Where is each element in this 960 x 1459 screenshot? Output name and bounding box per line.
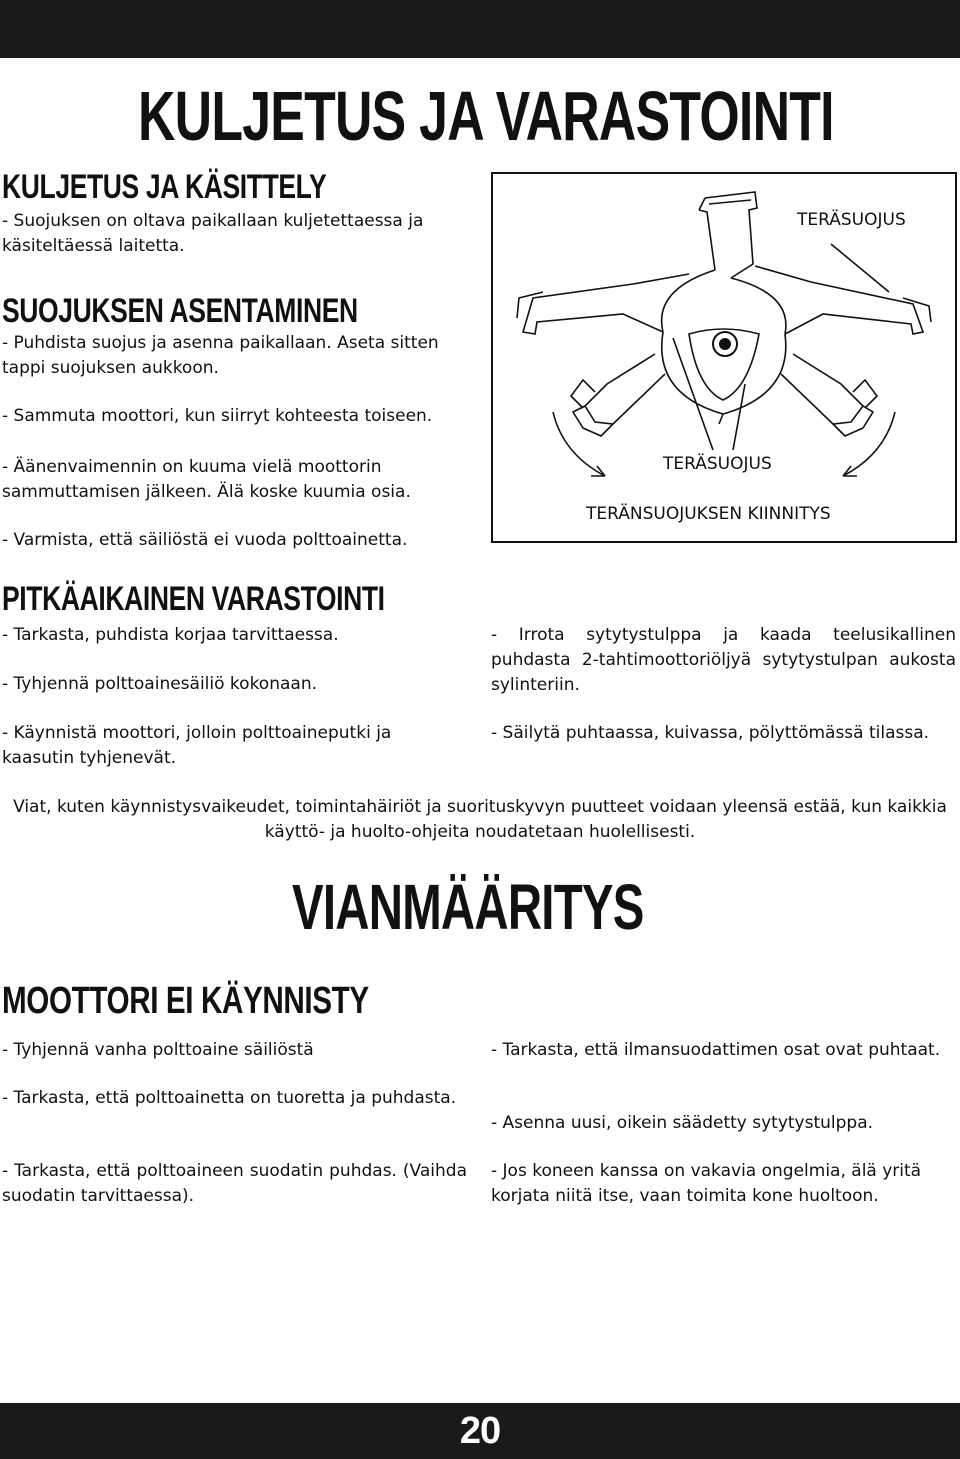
troubleshoot-left-item: - Tyhjennä vanha polttoaine säiliöstä — [2, 1040, 314, 1060]
troubleshoot-left-item: - Tarkasta, että polttoaineen suodatin puhdas. (Vaihda suodatin tarvittaessa). — [2, 1161, 467, 1206]
page-title: KULJETUS JA VARASTOINTI — [138, 77, 834, 155]
blade-guard-diagram — [491, 172, 957, 543]
notice-text: Viat, kuten käynnistysvaikeudet, toimintahäiriöt ja suorituskyvyn puutteet voidaan yleensä estää, kun kaikkia käyttö- ja huolto-ohjeita noudatetaan huolellisesti. — [13, 797, 947, 842]
storage-heading: PITKÄAIKAINEN VARASTOINTI — [2, 580, 385, 618]
storage-right-item: - Irrota sytytystulppa ja kaada teelusikallinen puhdasta 2-tahtimoottoriöljyä sytytystulpan aukosta sylinteriin. — [491, 625, 956, 695]
header-bar — [0, 0, 960, 58]
diagram-label-bottom: TERÄNSUOJUKSEN KIINNITYS — [586, 504, 831, 524]
storage-left-item: - Tarkasta, puhdista korjaa tarvittaessa. — [2, 625, 339, 645]
storage-right-item: - Säilytä puhtaassa, kuivassa, pölyttömässä tilassa. — [491, 723, 930, 743]
guard-heading: SUOJUKSEN ASENTAMINEN — [2, 292, 358, 330]
diagram-label-top: TERÄSUOJUS — [797, 210, 906, 230]
guard-item: - Varmista, että säiliöstä ei vuoda polttoainetta. — [2, 530, 408, 550]
troubleshoot-right-item: - Tarkasta, että ilmansuodattimen osat ovat puhtaat. — [491, 1040, 941, 1060]
transport-heading: KULJETUS JA KÄSITTELY — [2, 168, 327, 206]
no-start-heading: MOOTTORI EI KÄYNNISTY — [2, 980, 369, 1022]
storage-left-item: - Tyhjennä polttoainesäiliö kokonaan. — [2, 674, 317, 694]
page-number: 20 — [459, 1410, 501, 1452]
guard-item: - Äänenvaimennin on kuuma vielä moottorin sammuttamisen jälkeen. Älä koske kuumia osia. — [2, 457, 411, 502]
troubleshoot-right-item: - Asenna uusi, oikein säädetty sytytystulppa. — [491, 1113, 874, 1133]
guard-item: - Sammuta moottori, kun siirryt kohteesta toiseen. — [2, 406, 433, 426]
troubleshooting-title: VIANMÄÄRITYS — [292, 871, 644, 943]
transport-text: - Suojuksen on oltava paikallaan kuljetettaessa ja käsiteltäessä laitetta. — [2, 211, 424, 256]
guard-item: - Puhdista suojus ja asenna paikallaan. Aseta sitten tappi suojuksen aukkoon. — [2, 333, 439, 378]
storage-left-item: - Käynnistä moottori, jolloin polttoaineputki ja kaasutin tyhjenevät. — [2, 723, 392, 768]
troubleshoot-left-item: - Tarkasta, että polttoainetta on tuoretta ja puhdasta. — [2, 1088, 457, 1108]
troubleshoot-right-item: - Jos koneen kanssa on vakavia ongelmia, älä yritä korjata niitä itse, vaan toimita kone huoltoon. — [491, 1161, 922, 1206]
diagram-label-mid: TERÄSUOJUS — [663, 454, 772, 474]
